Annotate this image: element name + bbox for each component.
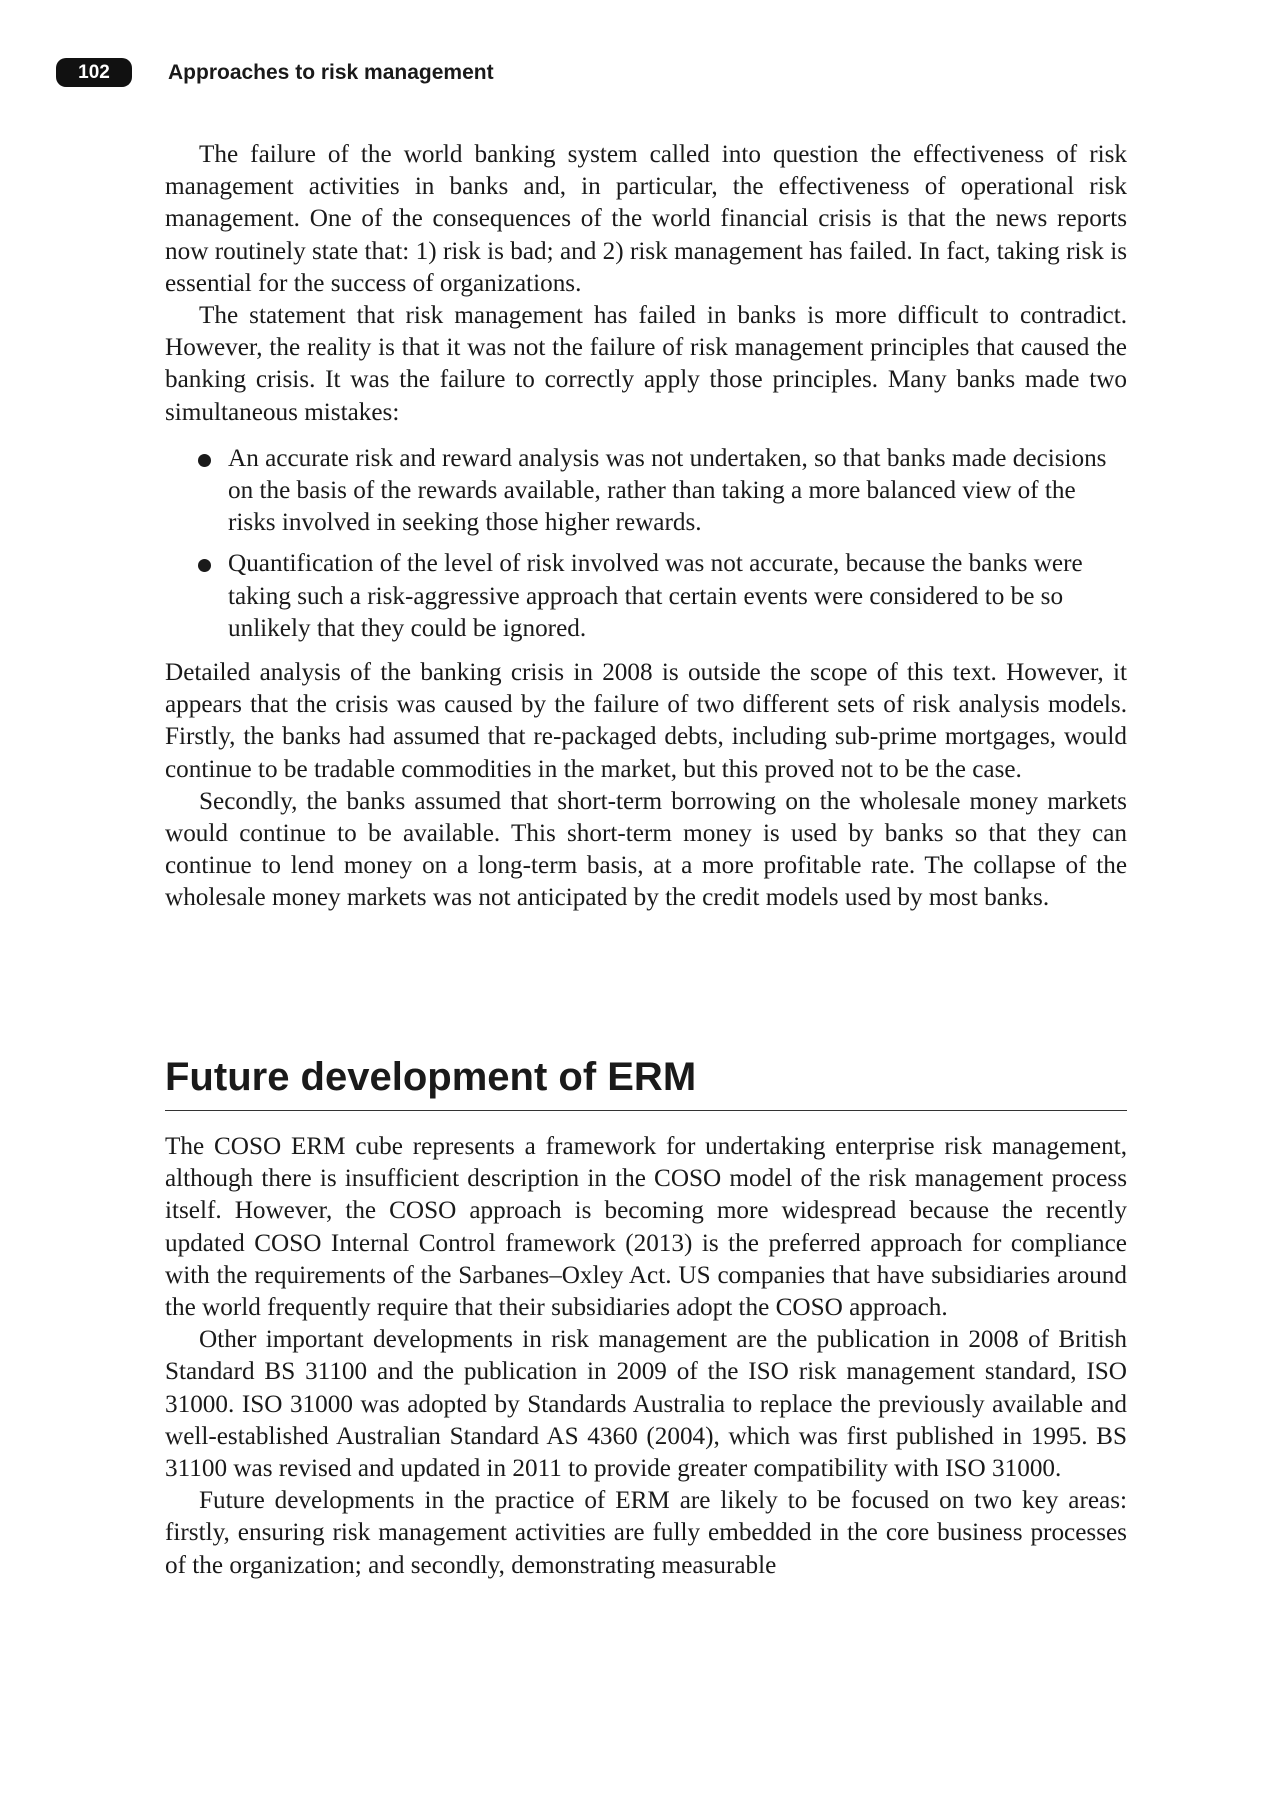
running-head [56,58,494,87]
bullet-icon [198,559,211,572]
running-head-title: Approaches to risk management [168,60,494,84]
paragraph: Detailed analysis of the banking crisis in 2008 is outside the scope of this text. However, it appears that the crisis was caused by the failure of two different sets of risk analysis models. Firstly, the banks had assumed that re-packaged debts, including sub-prime mortgages, would continue to be tradable commodities in the market, but this proved not to be the case. [165,659,1127,783]
list-item-text: An accurate risk and reward analysis was not undertaken, so that banks made decisions on the basis of the rewards available, rather than taking a more balanced view of the risks involved in seeking those higher rewards. [228,444,1107,537]
paragraph: Secondly, the banks assumed that short-term borrowing on the wholesale money markets would continue to be available. This short-term money is used by banks so that they can continue to lend money on a long-term basis, at a more profitable rate. The collapse of the wholesale money markets was not anticipated by the credit models used by most banks. [165,787,1127,912]
paragraph: The COSO ERM cube represents a framework for undertaking enterprise risk management, although there is insufficient description in the COSO model of the risk management process itself. However, the COSO approach is becoming more widespread because the recently updated COSO Internal Control framework (2013) is the preferred approach for compliance with the requirements of the Sarbanes–Oxley Act. US companies that have subsidiaries around the world frequently require that their subsidiaries adopt the COSO approach. [165,1133,1127,1322]
bullet-list [165,443,1127,645]
section-heading: Future development of ERM [165,1055,697,1099]
list-item [228,443,1127,540]
paragraph: The failure of the world banking system called into question the effectiveness of risk management activities in banks and, in particular, the effectiveness of operational risk management. One of the consequences of the world financial crisis is that the news reports now routinely state that: 1) risk is bad; and 2) risk management has failed. In fact, taking risk is essential for the success of organizations. [165,141,1127,297]
bullet-icon [198,454,211,467]
section-2-body [165,1131,1127,1582]
page-number-badge: 102 [56,58,132,87]
paragraph: The statement that risk management has failed in banks is more difficult to contradict. However, the reality is that it was not the failure of risk management principles that caused the banking crisis. It was the failure to correctly apply those principles. Many banks made two simultaneous mistakes: [165,302,1127,426]
section-divider [165,1110,1127,1111]
list-item-text: Quantification of the level of risk involved was not accurate, because the banks were taking such a risk-aggressive approach that certain events were considered to be so unlikely that they could be ignored. [228,550,1083,642]
paragraph: Future developments in the practice of ERM are likely to be focused on two key areas: firstly, ensuring risk management activities are fully embedded in the core business processes of the organization; and secondly, demonstrating measurable [165,1487,1127,1579]
section-1-body [165,139,1127,915]
paragraph: Other important developments in risk management are the publication in 2008 of British Standard BS 31100 and the publication in 2009 of the ISO risk management standard, ISO 31000. ISO 31000 was adopted by Standards Australia to replace the previously available and well-established Australian Standard AS 4360 (2004), which was first published in 1995. BS 31100 was revised and updated in 2011 to provide greater compatibility with ISO 31000. [165,1326,1127,1483]
list-item [228,548,1127,645]
